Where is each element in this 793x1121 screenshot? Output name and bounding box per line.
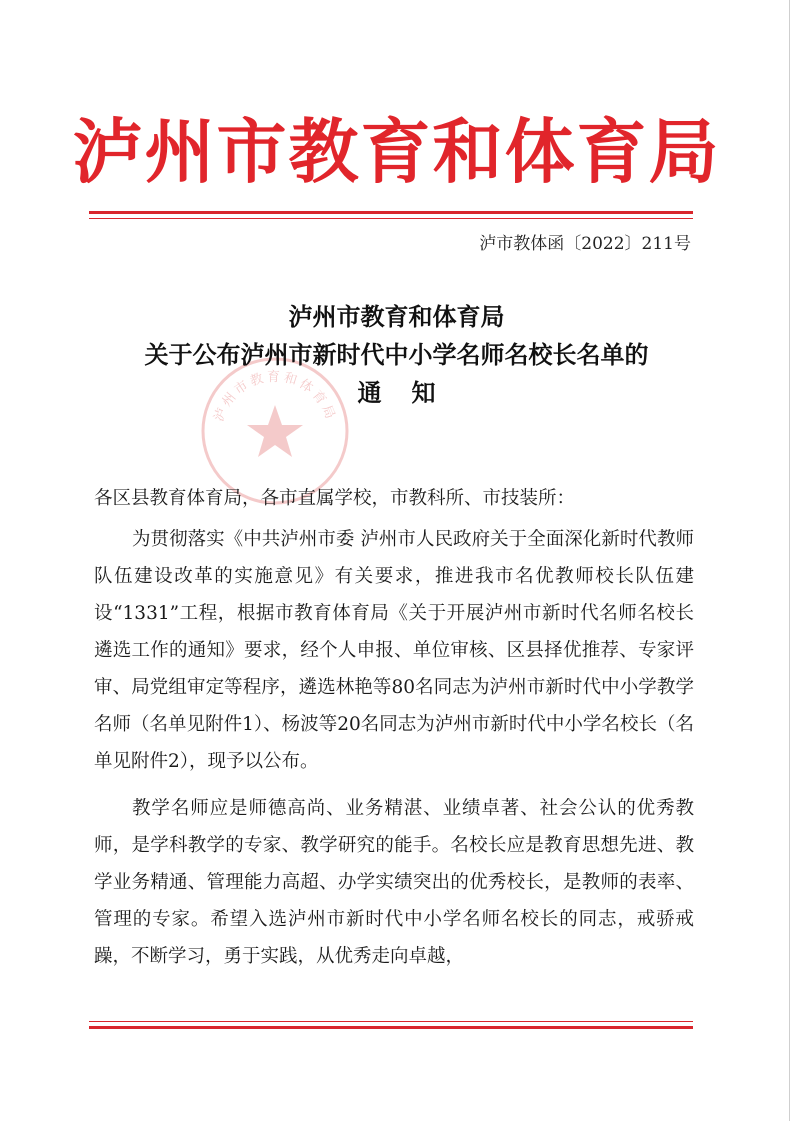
letterhead-red-rule-thin	[89, 218, 693, 219]
title-line-2: 关于公布泸州市新时代中小学名师名校长名单的	[144, 341, 649, 369]
title-line-1: 泸州市教育和体育局	[288, 303, 505, 331]
salutation: 各区县教育体育局，各市直属学校，市教科所、市技装所：	[94, 488, 576, 509]
notice-title	[0, 298, 793, 412]
seal-text: 泸州市教育和体育局	[211, 370, 339, 424]
letterhead-title: 泸州市教育和体育局	[72, 110, 721, 193]
letterhead-red-rule-thick	[89, 211, 693, 214]
body-paragraph-1: 为贯彻落实《中共泸州市委 泸州市人民政府关于全面深化新时代教师队伍建设改革的实施意见》有关要求，推进我市名优教师校长队伍建设“1331”工程，根据市教育体育局《关于开展泸州市新时代名师名校长遴选工作的通知》要求，经个人申报、单位审核、区县择优推荐、专家评审、局党组审定等程序，遴选林艳等80名同志为泸州市新时代中小学教学名师（名单见附件1）、杨波等20名同志为泸州市新时代中小学名校长（名单见附件2），现予以公布。	[94, 529, 694, 772]
scan-edge-line	[789, 0, 790, 1121]
title-line-3: 通知	[357, 379, 466, 407]
footer-red-rule-thin	[89, 1021, 693, 1022]
footer-red-rule-thick	[89, 1026, 693, 1029]
body-paragraph-2: 教学名师应是师德高尚、业务精湛、业绩卓著、社会公认的优秀教师，是学科教学的专家、教学研究的能手。名校长应是教育思想先进、教学业务精通、管理能力高超、办学实绩突出的优秀校长，是教师的表率、管理的专家。希望入选泸州市新时代中小学名师名校长的同志，戒骄戒躁，不断学习，勇于实践，从优秀走向卓越，	[94, 798, 694, 967]
notice-body	[94, 480, 694, 975]
seal-star-icon	[247, 405, 303, 457]
document-number: 泸市教体函〔2022〕211号	[479, 234, 691, 254]
